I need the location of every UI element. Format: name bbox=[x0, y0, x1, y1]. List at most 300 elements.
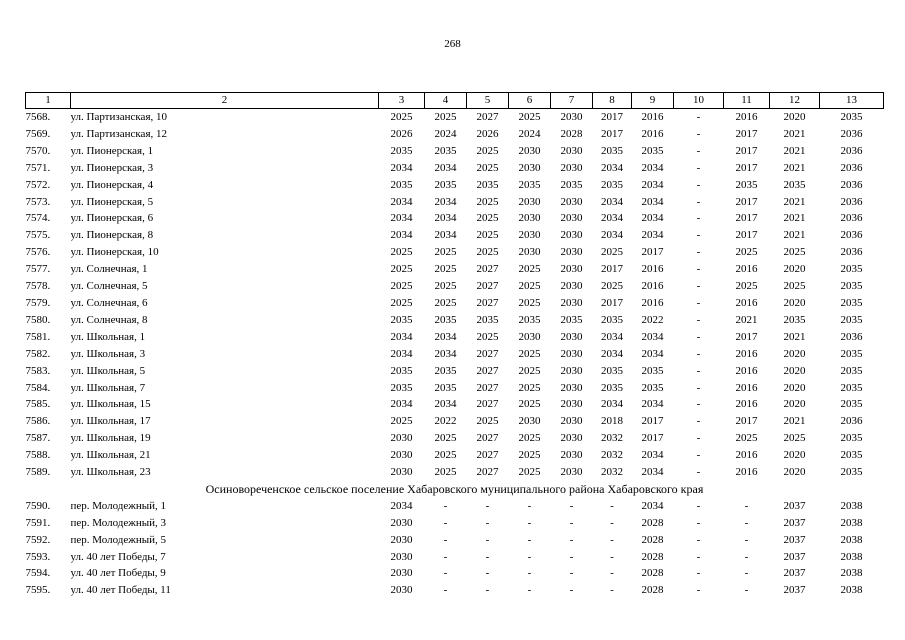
address-cell: ул. Солнечная, 6 bbox=[70, 296, 148, 309]
year-cell-col-13: 2036 bbox=[840, 246, 863, 259]
year-cell-col-6: 2025 bbox=[518, 381, 541, 394]
year-cell-col-5: 2026 bbox=[476, 127, 499, 140]
year-cell-col-4: - bbox=[443, 516, 448, 529]
address-cell: ул. Пионерская, 4 bbox=[70, 178, 154, 191]
year-cell-col-10: - bbox=[696, 533, 701, 546]
year-cell-col-12: 2020 bbox=[783, 111, 806, 123]
year-cell-col-4: 2025 bbox=[434, 111, 457, 123]
column-header-13: 13 bbox=[820, 93, 884, 109]
row-number: 7569. bbox=[25, 127, 51, 140]
year-cell-col-6: 2025 bbox=[518, 296, 541, 309]
year-cell-col-4: 2034 bbox=[434, 161, 457, 174]
row-number: 7568. bbox=[25, 111, 51, 123]
year-cell-col-8: 2034 bbox=[601, 161, 623, 174]
row-number: 7579. bbox=[25, 296, 51, 309]
year-cell-col-8: 2017 bbox=[601, 263, 623, 276]
year-cell-col-13: 2035 bbox=[840, 398, 863, 411]
year-cell-col-12: 2020 bbox=[783, 296, 806, 309]
year-cell-col-7: - bbox=[569, 567, 574, 580]
table-row bbox=[26, 244, 884, 261]
row-number: 7580. bbox=[25, 313, 51, 326]
year-cell-col-12: 2025 bbox=[783, 432, 806, 445]
year-cell-col-12: 2020 bbox=[783, 347, 806, 360]
year-cell-col-13: 2035 bbox=[840, 432, 863, 445]
address-cell: ул. Пионерская, 3 bbox=[70, 161, 154, 174]
year-cell-col-6: 2030 bbox=[518, 212, 541, 225]
year-cell-col-8: - bbox=[610, 550, 614, 563]
year-cell-col-11: 2017 bbox=[735, 330, 758, 343]
year-cell-col-12: 2021 bbox=[783, 144, 806, 157]
year-cell-col-6: 2025 bbox=[518, 111, 541, 123]
year-cell-col-3: 2030 bbox=[390, 584, 413, 597]
row-number: 7586. bbox=[25, 415, 51, 428]
year-cell-col-8: 2032 bbox=[601, 449, 623, 462]
row-number: 7577. bbox=[25, 263, 51, 276]
table-row bbox=[26, 278, 884, 295]
year-cell-col-13: 2036 bbox=[840, 127, 863, 140]
year-cell-col-9: 2035 bbox=[641, 144, 664, 157]
year-cell-col-3: 2025 bbox=[390, 296, 413, 309]
year-cell-col-9: 2035 bbox=[641, 364, 664, 377]
year-cell-col-11: 2016 bbox=[735, 111, 758, 123]
year-cell-col-11: - bbox=[744, 533, 749, 546]
year-cell-col-4: 2025 bbox=[434, 280, 457, 293]
address-cell: ул. Пионерская, 10 bbox=[70, 246, 159, 259]
year-cell-col-11: 2017 bbox=[735, 212, 758, 225]
table-row bbox=[26, 582, 884, 599]
year-cell-col-10: - bbox=[696, 567, 701, 580]
year-cell-col-8: 2017 bbox=[601, 296, 623, 309]
housing-repair-table bbox=[25, 92, 884, 599]
year-cell-col-12: 2037 bbox=[783, 499, 806, 512]
address-cell: ул. Солнечная, 5 bbox=[70, 280, 148, 293]
address-cell: ул. Школьная, 17 bbox=[70, 415, 151, 428]
year-cell-col-6: 2030 bbox=[518, 161, 541, 174]
year-cell-col-6: 2030 bbox=[518, 195, 541, 208]
year-cell-col-5: 2027 bbox=[476, 347, 499, 360]
year-cell-col-8: 2035 bbox=[601, 144, 623, 157]
year-cell-col-7: 2030 bbox=[560, 330, 583, 343]
column-header-1: 1 bbox=[26, 93, 71, 109]
table-row bbox=[26, 194, 884, 211]
year-cell-col-7: 2030 bbox=[560, 347, 583, 360]
column-header-7: 7 bbox=[551, 93, 593, 109]
address-cell: пер. Молодежный, 1 bbox=[70, 499, 167, 512]
year-cell-col-12: 2021 bbox=[783, 195, 806, 208]
row-number: 7576. bbox=[25, 246, 51, 259]
year-cell-col-5: 2035 bbox=[476, 313, 499, 326]
year-cell-col-7: 2030 bbox=[560, 364, 583, 377]
year-cell-col-9: 2034 bbox=[641, 330, 664, 343]
year-cell-col-9: 2034 bbox=[641, 161, 664, 174]
year-cell-col-10: - bbox=[696, 178, 701, 191]
year-cell-col-4: 2025 bbox=[434, 449, 457, 462]
year-cell-col-10: - bbox=[696, 415, 701, 428]
address-cell: ул. Школьная, 15 bbox=[70, 398, 151, 411]
year-cell-col-9: 2034 bbox=[641, 229, 664, 242]
year-cell-col-3: 2025 bbox=[390, 415, 413, 428]
year-cell-col-4: 2025 bbox=[434, 263, 457, 276]
year-cell-col-8: 2025 bbox=[601, 246, 623, 259]
year-cell-col-12: 2021 bbox=[783, 212, 806, 225]
year-cell-col-13: 2035 bbox=[840, 313, 863, 326]
row-number: 7587. bbox=[25, 432, 51, 445]
year-cell-col-3: 2025 bbox=[390, 111, 413, 123]
table-row bbox=[26, 430, 884, 447]
year-cell-col-13: 2035 bbox=[840, 111, 863, 123]
year-cell-col-4: 2034 bbox=[434, 229, 457, 242]
address-cell: ул. Пионерская, 1 bbox=[70, 144, 154, 157]
column-header-6: 6 bbox=[509, 93, 551, 109]
year-cell-col-3: 2025 bbox=[390, 280, 413, 293]
year-cell-col-3: 2025 bbox=[390, 246, 413, 259]
year-cell-col-9: 2016 bbox=[641, 296, 664, 309]
address-cell: ул. Школьная, 21 bbox=[70, 449, 151, 462]
year-cell-col-6: 2025 bbox=[518, 398, 541, 411]
year-cell-col-4: 2034 bbox=[434, 195, 457, 208]
year-cell-col-6: - bbox=[527, 550, 532, 563]
year-cell-col-10: - bbox=[696, 280, 701, 293]
table-header-row bbox=[26, 93, 884, 109]
year-cell-col-5: 2025 bbox=[476, 195, 499, 208]
year-cell-col-12: 2020 bbox=[783, 449, 806, 462]
year-cell-col-11: 2016 bbox=[735, 263, 758, 276]
row-number: 7593. bbox=[25, 550, 51, 563]
year-cell-col-12: 2020 bbox=[783, 398, 806, 411]
year-cell-col-5: 2027 bbox=[476, 364, 499, 377]
year-cell-col-10: - bbox=[696, 584, 701, 597]
year-cell-col-13: 2036 bbox=[840, 212, 863, 225]
table-body bbox=[26, 109, 884, 600]
year-cell-col-8: 2034 bbox=[601, 347, 623, 360]
table-row bbox=[26, 565, 884, 582]
year-cell-col-3: 2034 bbox=[390, 195, 413, 208]
year-cell-col-13: 2036 bbox=[840, 195, 863, 208]
year-cell-col-10: - bbox=[696, 246, 701, 259]
year-cell-col-8: 2035 bbox=[601, 381, 623, 394]
year-cell-col-5: - bbox=[485, 516, 490, 529]
year-cell-col-3: 2035 bbox=[390, 144, 413, 157]
year-cell-col-9: 2028 bbox=[641, 533, 664, 546]
year-cell-col-11: 2025 bbox=[735, 432, 758, 445]
year-cell-col-8: 2032 bbox=[601, 432, 623, 445]
year-cell-col-4: - bbox=[443, 499, 448, 512]
row-number: 7573. bbox=[25, 195, 51, 208]
year-cell-col-13: 2036 bbox=[840, 415, 863, 428]
year-cell-col-4: - bbox=[443, 567, 448, 580]
table-row bbox=[26, 498, 884, 515]
year-cell-col-11: - bbox=[744, 499, 749, 512]
year-cell-col-3: 2030 bbox=[390, 533, 413, 546]
year-cell-col-8: 2032 bbox=[601, 466, 623, 479]
year-cell-col-9: 2016 bbox=[641, 111, 664, 123]
year-cell-col-11: - bbox=[744, 550, 749, 563]
year-cell-col-4: 2034 bbox=[434, 347, 457, 360]
address-cell: ул. Солнечная, 1 bbox=[70, 263, 148, 276]
year-cell-col-9: 2028 bbox=[641, 567, 664, 580]
year-cell-col-5: 2027 bbox=[476, 432, 499, 445]
year-cell-col-3: 2034 bbox=[390, 347, 413, 360]
year-cell-col-10: - bbox=[696, 161, 701, 174]
year-cell-col-11: 2016 bbox=[735, 347, 758, 360]
year-cell-col-8: 2035 bbox=[601, 178, 623, 191]
address-cell: ул. 40 лет Победы, 7 bbox=[70, 550, 166, 563]
year-cell-col-12: 2021 bbox=[783, 161, 806, 174]
address-cell: ул. Школьная, 19 bbox=[70, 432, 151, 445]
year-cell-col-5: 2025 bbox=[476, 246, 499, 259]
year-cell-col-8: 2035 bbox=[601, 364, 623, 377]
year-cell-col-10: - bbox=[696, 330, 701, 343]
column-header-10: 10 bbox=[674, 93, 724, 109]
section-title-row bbox=[26, 481, 884, 498]
year-cell-col-10: - bbox=[696, 516, 701, 529]
address-cell: ул. Школьная, 1 bbox=[70, 330, 146, 343]
year-cell-col-6: 2025 bbox=[518, 263, 541, 276]
table-row bbox=[26, 109, 884, 126]
address-cell: ул. 40 лет Победы, 11 bbox=[70, 584, 171, 597]
year-cell-col-5: 2027 bbox=[476, 280, 499, 293]
year-cell-col-13: 2036 bbox=[840, 144, 863, 157]
year-cell-col-9: 2034 bbox=[641, 466, 664, 479]
year-cell-col-5: 2035 bbox=[476, 178, 499, 191]
year-cell-col-5: 2027 bbox=[476, 449, 499, 462]
year-cell-col-10: - bbox=[696, 432, 701, 445]
year-cell-col-13: 2038 bbox=[840, 499, 863, 512]
year-cell-col-8: 2034 bbox=[601, 398, 623, 411]
year-cell-col-12: 2025 bbox=[783, 280, 806, 293]
year-cell-col-10: - bbox=[696, 111, 701, 123]
year-cell-col-7: 2035 bbox=[560, 178, 583, 191]
year-cell-col-7: - bbox=[569, 584, 574, 597]
year-cell-col-13: 2038 bbox=[840, 516, 863, 529]
row-number: 7584. bbox=[25, 381, 51, 394]
year-cell-col-10: - bbox=[696, 127, 701, 140]
table-row bbox=[26, 549, 884, 566]
year-cell-col-8: 2034 bbox=[601, 229, 623, 242]
year-cell-col-11: 2035 bbox=[735, 178, 758, 191]
year-cell-col-4: 2035 bbox=[434, 178, 457, 191]
year-cell-col-3: 2030 bbox=[390, 516, 413, 529]
year-cell-col-11: 2017 bbox=[735, 127, 758, 140]
year-cell-col-8: 2034 bbox=[601, 330, 623, 343]
year-cell-col-4: - bbox=[443, 550, 448, 563]
year-cell-col-10: - bbox=[696, 144, 701, 157]
row-number: 7589. bbox=[25, 466, 51, 479]
year-cell-col-7: 2030 bbox=[560, 144, 583, 157]
table-row bbox=[26, 464, 884, 481]
year-cell-col-8: 2017 bbox=[601, 111, 623, 123]
table-row bbox=[26, 396, 884, 413]
year-cell-col-10: - bbox=[696, 381, 701, 394]
year-cell-col-6: - bbox=[527, 567, 532, 580]
row-number: 7572. bbox=[25, 178, 51, 191]
year-cell-col-13: 2035 bbox=[840, 449, 863, 462]
year-cell-col-7: 2030 bbox=[560, 229, 583, 242]
year-cell-col-5: - bbox=[485, 499, 490, 512]
year-cell-col-7: - bbox=[569, 516, 574, 529]
address-cell: ул. Школьная, 5 bbox=[70, 364, 146, 377]
row-number: 7575. bbox=[25, 229, 51, 242]
year-cell-col-12: 2025 bbox=[783, 246, 806, 259]
year-cell-col-6: 2030 bbox=[518, 229, 541, 242]
year-cell-col-10: - bbox=[696, 449, 701, 462]
year-cell-col-12: 2020 bbox=[783, 466, 806, 479]
year-cell-col-4: 2025 bbox=[434, 466, 457, 479]
address-cell: ул. Пионерская, 5 bbox=[70, 195, 154, 208]
table-row bbox=[26, 126, 884, 143]
year-cell-col-5: 2025 bbox=[476, 229, 499, 242]
year-cell-col-6: 2025 bbox=[518, 466, 541, 479]
year-cell-col-9: 2022 bbox=[641, 313, 664, 326]
year-cell-col-8: 2034 bbox=[601, 195, 623, 208]
year-cell-col-6: 2030 bbox=[518, 246, 541, 259]
row-number: 7578. bbox=[25, 280, 51, 293]
year-cell-col-3: 2034 bbox=[390, 212, 413, 225]
column-header-2: 2 bbox=[71, 93, 379, 109]
column-header-12: 12 bbox=[770, 93, 820, 109]
year-cell-col-4: 2034 bbox=[434, 212, 457, 225]
year-cell-col-12: 2035 bbox=[783, 178, 806, 191]
year-cell-col-4: - bbox=[443, 533, 448, 546]
year-cell-col-13: 2035 bbox=[840, 280, 863, 293]
table-row bbox=[26, 515, 884, 532]
address-cell: пер. Молодежный, 5 bbox=[70, 533, 167, 546]
year-cell-col-8: 2025 bbox=[601, 280, 623, 293]
year-cell-col-3: 2030 bbox=[390, 466, 413, 479]
table-row bbox=[26, 160, 884, 177]
year-cell-col-13: 2036 bbox=[840, 229, 863, 242]
year-cell-col-13: 2035 bbox=[840, 466, 863, 479]
year-cell-col-4: - bbox=[443, 584, 448, 597]
year-cell-col-5: 2027 bbox=[476, 111, 499, 123]
year-cell-col-4: 2024 bbox=[434, 127, 457, 140]
year-cell-col-10: - bbox=[696, 263, 701, 276]
year-cell-col-3: 2030 bbox=[390, 567, 413, 580]
column-header-8: 8 bbox=[593, 93, 632, 109]
year-cell-col-5: - bbox=[485, 567, 490, 580]
year-cell-col-8: - bbox=[610, 567, 614, 580]
year-cell-col-11: 2016 bbox=[735, 296, 758, 309]
year-cell-col-10: - bbox=[696, 296, 701, 309]
year-cell-col-9: 2034 bbox=[641, 212, 664, 225]
table-row bbox=[26, 363, 884, 380]
year-cell-col-12: 2020 bbox=[783, 381, 806, 394]
year-cell-col-9: 2016 bbox=[641, 280, 664, 293]
year-cell-col-5: 2027 bbox=[476, 296, 499, 309]
year-cell-col-4: 2035 bbox=[434, 313, 457, 326]
year-cell-col-9: 2034 bbox=[641, 499, 664, 512]
year-cell-col-9: 2016 bbox=[641, 263, 664, 276]
year-cell-col-8: 2034 bbox=[601, 212, 623, 225]
year-cell-col-7: 2030 bbox=[560, 111, 583, 123]
table-row bbox=[26, 177, 884, 194]
year-cell-col-7: 2035 bbox=[560, 313, 583, 326]
year-cell-col-11: 2017 bbox=[735, 161, 758, 174]
year-cell-col-12: 2021 bbox=[783, 415, 806, 428]
year-cell-col-12: 2035 bbox=[783, 313, 806, 326]
year-cell-col-9: 2028 bbox=[641, 550, 664, 563]
year-cell-col-12: 2021 bbox=[783, 229, 806, 242]
year-cell-col-3: 2035 bbox=[390, 178, 413, 191]
row-number: 7571. bbox=[25, 161, 51, 174]
row-number: 7595. bbox=[25, 584, 51, 597]
year-cell-col-9: 2028 bbox=[641, 516, 664, 529]
year-cell-col-6: - bbox=[527, 516, 532, 529]
address-cell: пер. Молодежный, 3 bbox=[70, 516, 167, 529]
year-cell-col-6: 2030 bbox=[518, 330, 541, 343]
address-cell: ул. Школьная, 7 bbox=[70, 381, 146, 394]
year-cell-col-4: 2034 bbox=[434, 330, 457, 343]
year-cell-col-8: - bbox=[610, 499, 614, 512]
year-cell-col-6: 2035 bbox=[518, 178, 541, 191]
year-cell-col-9: 2017 bbox=[641, 432, 664, 445]
year-cell-col-13: 2036 bbox=[840, 161, 863, 174]
year-cell-col-5: 2027 bbox=[476, 466, 499, 479]
year-cell-col-3: 2035 bbox=[390, 381, 413, 394]
year-cell-col-3: 2026 bbox=[390, 127, 413, 140]
year-cell-col-10: - bbox=[696, 195, 701, 208]
year-cell-col-11: 2025 bbox=[735, 246, 758, 259]
table-row bbox=[26, 295, 884, 312]
year-cell-col-5: 2025 bbox=[476, 144, 499, 157]
year-cell-col-4: 2025 bbox=[434, 246, 457, 259]
year-cell-col-8: 2035 bbox=[601, 313, 623, 326]
year-cell-col-9: 2034 bbox=[641, 195, 664, 208]
address-cell: ул. Школьная, 3 bbox=[70, 347, 146, 360]
table-row bbox=[26, 210, 884, 227]
row-number: 7585. bbox=[25, 398, 51, 411]
column-header-11: 11 bbox=[724, 93, 770, 109]
year-cell-col-6: 2025 bbox=[518, 280, 541, 293]
year-cell-col-4: 2025 bbox=[434, 432, 457, 445]
year-cell-col-7: 2030 bbox=[560, 449, 583, 462]
year-cell-col-6: - bbox=[527, 533, 532, 546]
year-cell-col-6: 2035 bbox=[518, 313, 541, 326]
year-cell-col-9: 2034 bbox=[641, 347, 664, 360]
year-cell-col-10: - bbox=[696, 398, 701, 411]
year-cell-col-7: 2030 bbox=[560, 296, 583, 309]
year-cell-col-3: 2030 bbox=[390, 432, 413, 445]
year-cell-col-8: - bbox=[610, 584, 614, 597]
year-cell-col-7: 2030 bbox=[560, 415, 583, 428]
row-number: 7570. bbox=[25, 144, 51, 157]
year-cell-col-4: 2035 bbox=[434, 381, 457, 394]
year-cell-col-10: - bbox=[696, 313, 701, 326]
address-cell: ул. Партизанская, 10 bbox=[70, 111, 167, 123]
table-row bbox=[26, 380, 884, 397]
year-cell-col-9: 2017 bbox=[641, 415, 664, 428]
year-cell-col-7: 2030 bbox=[560, 212, 583, 225]
year-cell-col-11: 2017 bbox=[735, 229, 758, 242]
year-cell-col-7: 2030 bbox=[560, 432, 583, 445]
row-number: 7574. bbox=[25, 212, 51, 225]
year-cell-col-13: 2035 bbox=[840, 347, 863, 360]
year-cell-col-4: 2035 bbox=[434, 364, 457, 377]
year-cell-col-13: 2038 bbox=[840, 584, 863, 597]
year-cell-col-11: 2016 bbox=[735, 398, 758, 411]
year-cell-col-7: 2028 bbox=[560, 127, 583, 140]
year-cell-col-6: - bbox=[527, 499, 532, 512]
address-cell: ул. Пионерская, 8 bbox=[70, 229, 154, 242]
page-number: 268 bbox=[444, 38, 461, 50]
year-cell-col-10: - bbox=[696, 347, 701, 360]
year-cell-col-7: 2030 bbox=[560, 263, 583, 276]
year-cell-col-7: - bbox=[569, 550, 574, 563]
year-cell-col-12: 2021 bbox=[783, 330, 806, 343]
year-cell-col-3: 2034 bbox=[390, 330, 413, 343]
year-cell-col-12: 2020 bbox=[783, 263, 806, 276]
year-cell-col-4: 2034 bbox=[434, 398, 457, 411]
